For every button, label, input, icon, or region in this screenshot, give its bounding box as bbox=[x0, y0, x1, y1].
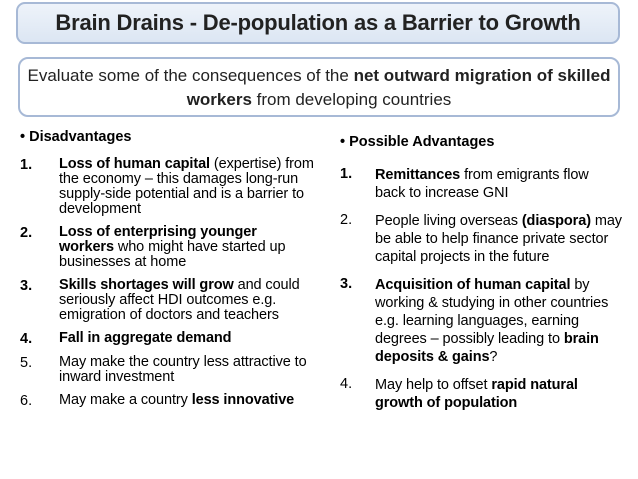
item-plain: and could seriously affect HDI outcomes e.g. emigration of doctors and teachers bbox=[59, 277, 300, 323]
subtitle-bold: net outward migration of skilled workers bbox=[186, 66, 611, 109]
item-number: 1. bbox=[340, 166, 353, 182]
item-plain: from emigrants flow back to increase GNI bbox=[375, 167, 589, 201]
subtitle-pre: Evaluate some of the consequences of the bbox=[27, 66, 354, 85]
item-bold: Acquisition of human capital bbox=[375, 277, 571, 293]
list-item bbox=[20, 225, 315, 270]
item-plain: May make a country bbox=[59, 392, 192, 408]
list-item bbox=[340, 276, 622, 366]
list-item bbox=[20, 393, 315, 409]
item-bold: Loss of human capital bbox=[59, 156, 210, 172]
item-bold-end: brain deposits & gains bbox=[375, 331, 599, 365]
item-text bbox=[59, 225, 315, 270]
item-text bbox=[375, 212, 622, 266]
item-text bbox=[375, 376, 622, 412]
item-number: 1. bbox=[20, 157, 33, 173]
item-text bbox=[59, 355, 315, 385]
item-bold: Loss of enterprising younger workers bbox=[59, 224, 257, 255]
item-bold: less innovative bbox=[191, 392, 295, 408]
item-text bbox=[375, 166, 622, 202]
item-plain-end: may be able to help finance private sector capital projects in the future bbox=[375, 213, 622, 265]
item-text bbox=[375, 276, 622, 366]
item-text bbox=[59, 331, 315, 346]
item-number: 2. bbox=[340, 212, 353, 228]
item-number: 5. bbox=[20, 355, 33, 371]
list-item bbox=[20, 278, 315, 323]
item-plain: by working & studying in other countries e.g. learning languages, earning degrees – possibly leading to bbox=[375, 277, 609, 347]
item-text bbox=[59, 278, 315, 323]
item-text bbox=[59, 393, 315, 408]
list-item bbox=[340, 212, 622, 266]
subtitle-box bbox=[18, 57, 620, 117]
list-item bbox=[20, 355, 315, 385]
item-plain: May make the country less attractive to inward investment bbox=[59, 354, 307, 385]
item-number: 4. bbox=[340, 376, 353, 392]
list-item bbox=[340, 166, 622, 202]
item-bold: (diaspora) bbox=[521, 213, 591, 229]
item-bold: rapid natural growth of population bbox=[375, 377, 578, 411]
item-plain-end: ? bbox=[489, 349, 498, 365]
item-bold: Skills shortages will grow bbox=[59, 277, 234, 293]
item-bold: Fall in aggregate demand bbox=[59, 330, 232, 346]
item-bold: Remittances bbox=[375, 167, 461, 183]
item-plain: (expertise) from the economy – this damages long-run supply-side potential and is a barrier to development bbox=[59, 156, 314, 217]
advantages-column bbox=[340, 129, 622, 422]
subtitle-post: from developing countries bbox=[251, 90, 452, 109]
item-text bbox=[59, 157, 315, 217]
title-banner bbox=[16, 2, 620, 44]
item-number: 4. bbox=[20, 331, 33, 347]
slide-title: Brain Drains - De-population as a Barrier to Growth bbox=[55, 10, 581, 35]
item-plain: who might have started up businesses at home bbox=[59, 239, 286, 270]
item-number: 6. bbox=[20, 393, 33, 409]
list-item bbox=[340, 376, 622, 412]
list-item bbox=[20, 331, 315, 347]
advantages-heading: • Possible Advantages bbox=[340, 134, 495, 150]
item-number: 3. bbox=[20, 278, 33, 294]
item-plain: People living overseas bbox=[375, 213, 522, 229]
disadvantages-column bbox=[20, 129, 315, 417]
item-number: 3. bbox=[340, 276, 353, 292]
item-plain: May help to offset bbox=[375, 377, 492, 393]
item-number: 2. bbox=[20, 225, 33, 241]
disadvantages-heading: • Disadvantages bbox=[20, 129, 132, 145]
list-item bbox=[20, 157, 315, 217]
